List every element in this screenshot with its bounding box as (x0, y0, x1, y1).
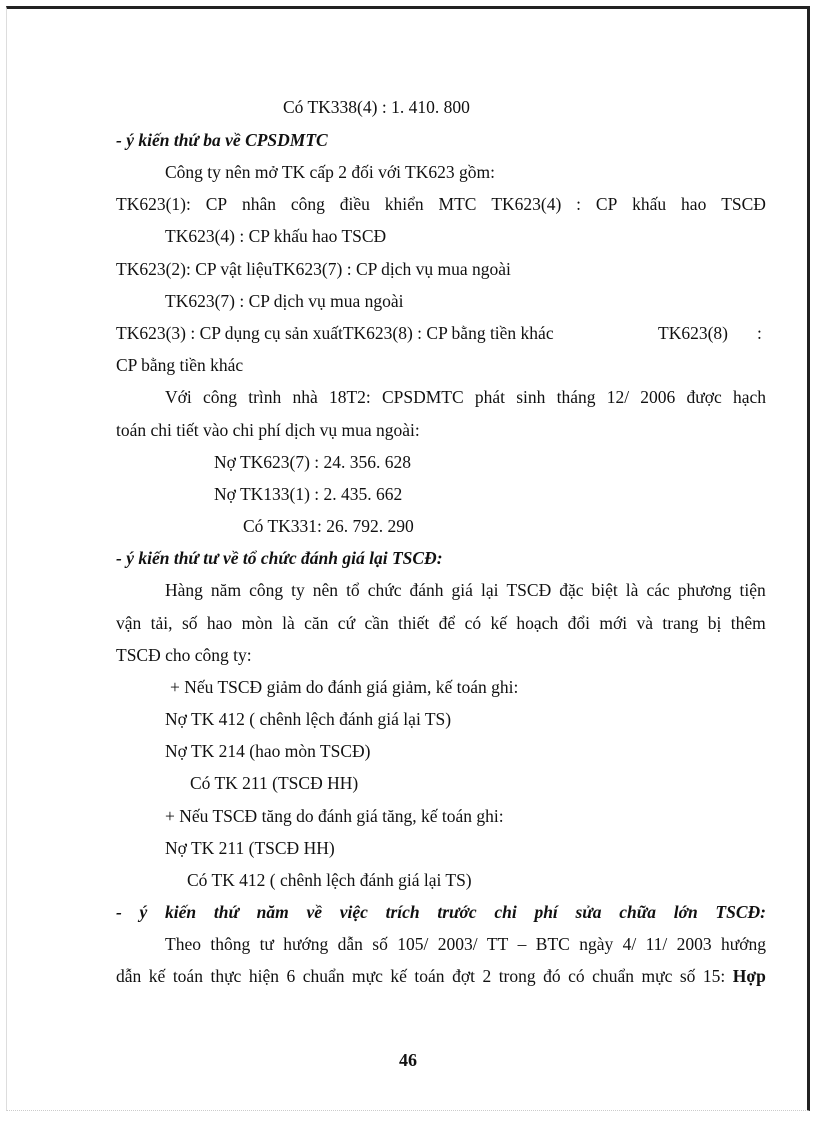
text-line: TK623(2): CP vật liệuTK623(7) : CP dịch vụ mua ngoài (116, 259, 511, 279)
word: giá (451, 580, 473, 600)
word: chuẩn (302, 966, 345, 986)
word: kế (390, 966, 407, 986)
word: CP (595, 194, 618, 214)
word: 2003/ (437, 934, 478, 954)
text-line: TK623(7) : CP dịch vụ mua ngoài (165, 291, 404, 311)
word: điều (339, 194, 370, 214)
word: đợt (452, 966, 475, 986)
text-line: TK623(3) : CP dụng cụ sản xuấtTK623(8) : CP bằng tiền khác (116, 323, 554, 343)
word: chức (367, 580, 402, 600)
word: : (576, 194, 582, 214)
text-line: TK623(8) (658, 323, 728, 343)
word: phí (534, 902, 558, 922)
word: đổi (567, 613, 590, 633)
word: kiến (165, 902, 197, 922)
word: 4/ (622, 934, 637, 954)
word: Với (165, 387, 192, 407)
word: năm (210, 580, 242, 600)
word: tháng (556, 387, 596, 407)
text-line: Có TK 412 ( chênh lệch đánh giá lại TS) (187, 870, 472, 890)
word: hao (206, 613, 233, 633)
word: CP (205, 194, 228, 214)
word: số (372, 934, 388, 954)
section-heading: - ý kiến thứ tư về tổ chức đánh giá lại TSCĐ: (116, 548, 443, 568)
text-line: Nợ TK 412 ( chênh lệch đánh giá lại TS) (165, 709, 452, 729)
word: tải, (150, 613, 173, 633)
page-number: 46 (399, 1050, 417, 1070)
word: căn (304, 613, 329, 633)
word: TK623(1): (116, 194, 191, 214)
word: mòn (241, 613, 273, 633)
word: toán (414, 966, 445, 986)
word: công (290, 194, 325, 214)
word: Hàng (165, 580, 203, 600)
word: bị (707, 613, 722, 633)
word: Theo (165, 934, 201, 954)
word: TSCĐ (506, 580, 552, 600)
word: và (636, 613, 654, 633)
word: về (306, 902, 322, 922)
word: đặc (559, 580, 584, 600)
word: trong (498, 966, 536, 986)
word: trước (437, 902, 477, 922)
word: kế (490, 613, 508, 633)
word: việc (339, 902, 368, 922)
word: hao (681, 194, 707, 214)
word: mực (641, 966, 673, 986)
word: 18T2: (328, 387, 371, 407)
text-line: Có TK338(4) : 1. 410. 800 (283, 97, 470, 117)
word: số (181, 613, 198, 633)
word: – (517, 934, 527, 954)
word: TT (486, 934, 509, 954)
word: cần (364, 613, 389, 633)
word: hoạch (516, 613, 559, 633)
word: chi (494, 902, 517, 922)
word: khiển (384, 194, 424, 214)
word: tiện (739, 580, 766, 600)
word: ý (139, 902, 148, 922)
text-line (116, 612, 766, 634)
word: dẫn (337, 934, 363, 954)
word: trình (248, 387, 282, 407)
bold-word: Hợp (732, 966, 766, 986)
section-heading: - ý kiến thứ ba về CPSDMTC (116, 130, 328, 150)
word: hướng (721, 934, 766, 954)
word: 6 (286, 966, 296, 986)
word: là (625, 580, 639, 600)
text-line: Nợ TK 214 (hao mòn TSCĐ) (165, 741, 371, 761)
text-line (165, 386, 766, 408)
word: tư (259, 934, 274, 954)
word: công (249, 580, 284, 600)
text-line: + Nếu TSCĐ giảm do đánh giá giảm, kế toán ghi: (170, 677, 519, 697)
text-line (165, 933, 766, 955)
word: 105/ (397, 934, 429, 954)
word: sửa (575, 902, 602, 922)
word: kế (148, 966, 166, 986)
word: ty (291, 580, 305, 600)
word: nhân (241, 194, 277, 214)
word: BTC (535, 934, 570, 954)
word: sinh (516, 387, 546, 407)
word: tổ (346, 580, 360, 600)
text-line: toán chi tiết vào chi phí dịch vụ mua ngoài: (116, 420, 420, 440)
text-line: Nợ TK133(1) : 2. 435. 662 (214, 484, 403, 504)
text-line (165, 579, 766, 601)
word: vận (116, 613, 142, 633)
word: phương (677, 580, 732, 600)
word: biệt (591, 580, 618, 600)
word: là (282, 613, 295, 633)
text-line: TK623(4) : CP khấu hao TSCĐ (165, 226, 387, 246)
word: số (679, 966, 696, 986)
word: có (464, 613, 482, 633)
word: công (202, 387, 237, 407)
word: mới (599, 613, 628, 633)
word: để (438, 613, 456, 633)
text-line: : (757, 323, 762, 343)
text-line: Có TK 211 (TSCĐ HH) (190, 773, 359, 793)
word: nên (312, 580, 339, 600)
word: 12/ (606, 387, 630, 407)
word: hiện (248, 966, 279, 986)
text-line: TSCĐ cho công ty: (116, 645, 252, 665)
word: 2 (482, 966, 492, 986)
word: thực (210, 966, 242, 986)
word: 2003 (676, 934, 712, 954)
word: TSCĐ (721, 194, 766, 214)
word: đó (543, 966, 561, 986)
word: đánh (409, 580, 444, 600)
word: CPSDMTC (381, 387, 464, 407)
word: trích (385, 902, 420, 922)
text-line: CP bằng tiền khác (116, 355, 244, 375)
word: toán (172, 966, 203, 986)
text-line: + Nếu TSCĐ tăng do đánh giá tăng, kế toán ghi: (165, 806, 504, 826)
word: - (116, 902, 122, 922)
word: 2006 (640, 387, 676, 407)
word: thông (210, 934, 251, 954)
word: TK623(4) (491, 194, 562, 214)
word: chuẩn (592, 966, 634, 986)
word: MTC (438, 194, 477, 214)
word: cứ (337, 613, 356, 633)
word: 15: (702, 966, 726, 986)
word: thứ (213, 902, 239, 922)
word: mực (352, 966, 383, 986)
text-line: Nợ TK623(7) : 24. 356. 628 (214, 452, 412, 472)
text-line: Có TK331: 26. 792. 290 (243, 516, 414, 536)
word: lớn (673, 902, 698, 922)
text-line: Nợ TK 211 (TSCĐ HH) (165, 838, 335, 858)
word: các (646, 580, 670, 600)
word: 11/ (645, 934, 668, 954)
word: năm (256, 902, 289, 922)
text-line (116, 965, 766, 987)
word: ngày (579, 934, 614, 954)
section-heading (116, 901, 766, 923)
word: có (568, 966, 585, 986)
text-line (116, 193, 766, 215)
word: được (686, 387, 722, 407)
word: phát (474, 387, 506, 407)
word: hạch (732, 387, 766, 407)
word: chữa (619, 902, 656, 922)
word: dẫn (116, 966, 142, 986)
word: thêm (730, 613, 766, 633)
word: hướng (283, 934, 329, 954)
word: trang (662, 613, 699, 633)
word: lại (480, 580, 499, 600)
word: khấu (632, 194, 667, 214)
word: thiết (398, 613, 430, 633)
word: nhà (292, 387, 318, 407)
text-line: Công ty nên mở TK cấp 2 đối với TK623 gồm: (165, 162, 495, 182)
word: TSCĐ: (715, 902, 766, 922)
